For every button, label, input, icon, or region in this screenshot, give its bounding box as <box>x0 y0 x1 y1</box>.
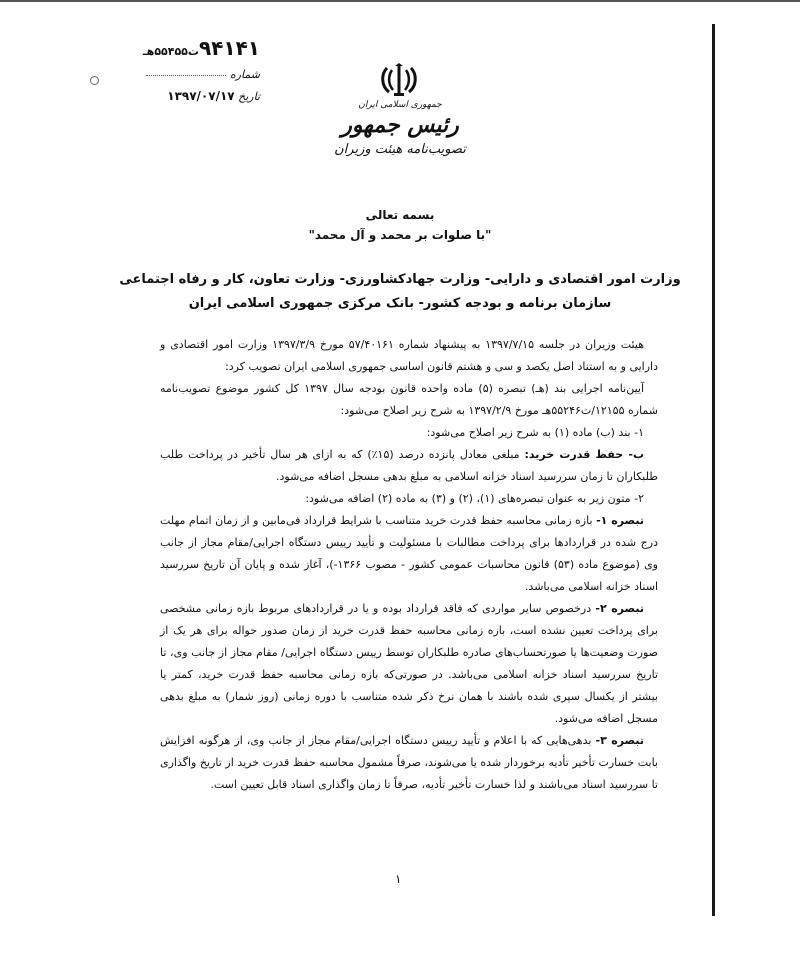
date-label: تاریخ <box>238 90 260 103</box>
presidential-letterhead <box>330 100 470 157</box>
date-value: ۱۳۹۷/۰۷/۱۷ <box>167 89 235 103</box>
note-3-title: تبصره ۳- <box>595 734 644 747</box>
iran-emblem-icon <box>379 62 419 98</box>
addressees <box>0 268 800 316</box>
page-number: ۱ <box>395 872 402 886</box>
clause-b-paragraph <box>160 444 658 488</box>
registration-stamp <box>110 36 260 103</box>
number-dotted-line <box>146 75 226 76</box>
clause-b-text: مبلغی معادل پانزده درصد (۱۵٪) که به ازای هر سال تأخیر در پرداخت طلب طلبکاران تا زمان سررسید اسناد خزانه اسلامی به مبلغ بدهی مسجل اضافه می‌شود. <box>160 448 658 483</box>
letter-number <box>110 36 260 60</box>
amendment-intro-paragraph: آیین‌نامه اجرایی بند (هـ) تبصره (۵) ماده واحده قانون بودجه سال ۱۳۹۷ کل کشور موضوع تصویب‌نامه شماره ۱۲۱۵۵/ت۵۵۲۴۶هـ مورخ ۱۳۹۷/۲/۹ به شرح زیر اصلاح می‌شود: <box>160 382 658 417</box>
addressee-line-2: سازمان برنامه و بودجه کشور- بانک مرکزی جمهوری اسلامی ایران <box>188 296 612 311</box>
note-1-paragraph <box>160 510 658 598</box>
note-2-paragraph <box>160 598 658 730</box>
item-1: ۱- بند (ب) ماده (۱) به شرح زیر اصلاح می‌شود: <box>426 426 644 439</box>
note-1-title: تبصره ۱- <box>596 514 645 527</box>
number-label: شماره <box>229 68 260 81</box>
punch-hole-icon <box>90 76 99 85</box>
addressee-line-1: وزارت امور اقتصادی و دارایی- وزارت جهادکشاورزی- وزارت تعاون، کار و رفاه اجتماعی <box>119 272 681 287</box>
note-2-text: درخصوص سایر مواردی که فاقد قرارداد بوده و یا در قراردادهای مربوط بازه زمانی مشخصی برای پرداخت تعیین نشده است، بازه زمانی محاسبه حفظ قدرت خرید از زمان صدور حواله برای هر یک از صورت وضعیت‌ها یا صورتحساب‌های صادره طلبکاران توسط رییس دستگاه اجرایی/ مقام مجاز از جانب وی، تا تاریخ سررسید اسناد خزانه اسلامی می‌باشد. در صورتی‌که بازه زمانی محاسبه حفظ قدرت خرید، کمتر یا بیشتر از یکسال سپری شده باشند با همان نرخ ذکر شده متناسب با دوره زمانی (روز شمار) به مبلغ بدهی مسجل اضافه می‌شود. <box>160 602 658 725</box>
number-row <box>110 68 260 81</box>
decree-body <box>160 334 658 796</box>
clause-b-title: ب- حفظ قدرت خرید: <box>524 448 645 461</box>
note-3-paragraph <box>160 730 658 796</box>
note-2-title: تبصره ۲- <box>595 602 644 615</box>
item-2: ۲- متون زیر به عنوان تبصره‌های (۱)، (۲) و (۳) به ماده (۲) اضافه می‌شود: <box>305 492 644 505</box>
president-title: رئیس جمهور <box>341 112 459 138</box>
salawat: "با صلوات بر محمد و آل محمد" <box>308 228 492 242</box>
intro-paragraph: هیئت وزیران در جلسه ۱۳۹۷/۷/۱۵ به پیشنهاد شماره ۵۷/۴۰۱۶۱ مورخ ۱۳۹۷/۳/۹ وزارت امور اقتصادی و دارایی و به استناد اصل یکصد و سی و هشتم قانون اساسی جمهوری اسلامی ایران تصویب کرد: <box>160 338 658 373</box>
scan-top-border <box>0 0 800 2</box>
republic-title: جمهوری اسلامی ایران <box>358 100 442 110</box>
margin-rule-line <box>712 24 715 916</box>
note-1-text: بازه زمانی محاسبه حفظ قدرت خرید متناسب با شرایط قرارداد فی‌مابین و از زمان اتمام مهلت درج شده در قراردادها برای پرداخت مطالبات با مسئولیت و تأیید رییس دستگاه اجرایی/مقام مجاز از جانب وی (موضوع ماده (۵۳) قانون محاسبات عمومی کشور - مصوب ۱۳۶۶-)، آغاز شده و پایان آن تاریخ سررسید اسناد خزانه اسلامی می‌باشد. <box>160 514 658 593</box>
note-3-text: بدهی‌هایی که با اعلام و تأیید رییس دستگاه اجرایی/مقام مجاز از جانب وی، از هرگونه افزایش بابت خسارت تأخیر تأدیه برخوردار شده یا می‌شوند، صرفاً مشمول محاسبه حفظ قدرت خرید از تاریخ واگذاری تا سررسید اسناد می‌باشند و لذا خسارت تأخیر تأدیه، صرفاً تا زمان واگذاری اسناد قابل تعیین است. <box>160 734 658 791</box>
registration-number: ت۵۵۴۵۵هـ <box>142 45 199 58</box>
bismillah: بسمه تعالی <box>365 208 435 222</box>
date-row <box>110 89 260 103</box>
handwritten-number: ۹۴۱۴۱ <box>198 36 260 60</box>
decree-title: تصویب‌نامه هیئت وزیران <box>334 142 466 157</box>
